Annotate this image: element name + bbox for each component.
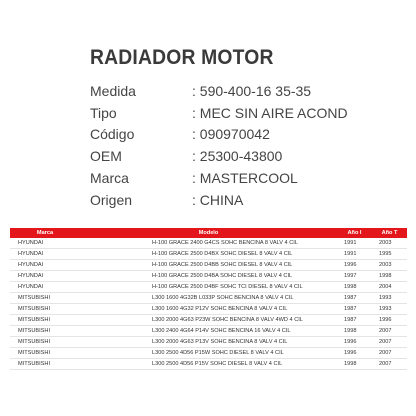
cell-modelo: L300 2000 4G63 P13V SOHC BENCINA 8 VALV 4 CIL xyxy=(80,337,337,348)
cell-ano-t: 1995 xyxy=(372,249,407,260)
table-row xyxy=(10,315,407,326)
cell-ano-i: 1998 xyxy=(337,359,372,370)
spec-row-medida xyxy=(90,80,348,102)
spec-label: OEM xyxy=(90,148,122,165)
cell-modelo: L300 2000 4G63 P23W SOHC BENCINA 8 VALV 4WD 4 CIL xyxy=(80,315,337,326)
table-row xyxy=(10,260,407,271)
spec-row-tipo xyxy=(90,102,348,124)
cell-modelo: L300 1600 4G32 P12V SOHC BENCINA 8 VALV 4 CIL xyxy=(80,304,337,315)
cell-ano-t: 1993 xyxy=(372,304,407,315)
cell-ano-t: 2003 xyxy=(372,260,407,271)
cell-ano-i: 1991 xyxy=(337,249,372,260)
cell-modelo: L300 1600 4G32B L033P SOHC BENCINA 8 VALV 4 CIL xyxy=(80,293,337,304)
cell-ano-i: 1987 xyxy=(337,304,372,315)
table-row xyxy=(10,271,407,282)
cell-ano-t: 2007 xyxy=(372,326,407,337)
table-row xyxy=(10,282,407,293)
table-row xyxy=(10,238,407,249)
table-row xyxy=(10,326,407,337)
cell-ano-i: 1996 xyxy=(337,337,372,348)
cell-modelo: H-100 GRACE 2500 D4BB SOHC DIESEL 8 VALV 4 CIL xyxy=(80,260,337,271)
cell-ano-i: 1996 xyxy=(337,348,372,359)
cell-marca: MITSUBISHI xyxy=(10,337,80,348)
spec-label: Código xyxy=(90,126,135,143)
table-row xyxy=(10,293,407,304)
spec-value: : 090970042 xyxy=(192,126,270,143)
cell-marca: MITSUBISHI xyxy=(10,315,80,326)
header-modelo: Modelo xyxy=(80,228,337,238)
cell-ano-t: 1993 xyxy=(372,293,407,304)
cell-marca: MITSUBISHI xyxy=(10,348,80,359)
cell-marca: HYUNDAI xyxy=(10,249,80,260)
spec-value: : 590-400-16 35-35 xyxy=(192,82,312,99)
cell-ano-i: 1996 xyxy=(337,260,372,271)
cell-ano-t: 1998 xyxy=(372,271,407,282)
spec-row-codigo xyxy=(90,124,348,146)
table-row xyxy=(10,337,407,348)
cell-ano-t: 1996 xyxy=(372,315,407,326)
spec-label: Marca xyxy=(90,170,129,187)
cell-ano-t: 2007 xyxy=(372,337,407,348)
applications-table xyxy=(10,228,407,370)
cell-marca: MITSUBISHI xyxy=(10,293,80,304)
cell-marca: HYUNDAI xyxy=(10,260,80,271)
spec-row-marca xyxy=(90,167,348,189)
spec-label: Medida xyxy=(90,82,136,99)
spec-value: : MEC SIN AIRE ACOND xyxy=(192,104,348,121)
spec-value: : CHINA xyxy=(192,191,244,208)
table-row xyxy=(10,304,407,315)
spec-label: Tipo xyxy=(90,104,117,121)
cell-ano-i: 1997 xyxy=(337,271,372,282)
spec-list xyxy=(90,80,348,211)
table-row xyxy=(10,348,407,359)
cell-marca: MITSUBISHI xyxy=(10,304,80,315)
header-ano-i: Año I xyxy=(337,228,372,238)
cell-marca: HYUNDAI xyxy=(10,238,80,249)
cell-modelo: H-100 GRACE 2500 D4BX SOHC DIESEL 8 VALV 4 CIL xyxy=(80,249,337,260)
cell-modelo: H-100 GRACE 2500 D4BA SOHC DIESEL 8 VALV 4 CIL xyxy=(80,271,337,282)
cell-ano-t: 2007 xyxy=(372,359,407,370)
spec-value: : 25300-43800 xyxy=(192,148,283,165)
cell-ano-i: 1987 xyxy=(337,293,372,304)
table-header-row xyxy=(10,228,407,238)
cell-ano-i: 1987 xyxy=(337,315,372,326)
cell-modelo: L300 2500 4D56 P15W SOHC DIESEL 8 VALV 4 CIL xyxy=(80,348,337,359)
cell-ano-i: 1991 xyxy=(337,238,372,249)
product-title: RADIADOR MOTOR xyxy=(90,46,274,69)
header-ano-t: Año T xyxy=(372,228,407,238)
cell-ano-t: 2007 xyxy=(372,348,407,359)
cell-marca: HYUNDAI xyxy=(10,271,80,282)
cell-modelo: H-100 GRACE 2500 D4BF SOHC TCI DIESEL 8 VALV 4 CIL xyxy=(80,282,337,293)
header-marca: Marca xyxy=(10,228,80,238)
cell-marca: HYUNDAI xyxy=(10,282,80,293)
cell-ano-i: 1998 xyxy=(337,326,372,337)
cell-ano-t: 2003 xyxy=(372,238,407,249)
spec-value: : MASTERCOOL xyxy=(192,170,298,187)
table-body xyxy=(10,238,407,370)
cell-marca: MITSUBISHI xyxy=(10,326,80,337)
cell-ano-i: 1998 xyxy=(337,282,372,293)
cell-ano-t: 2004 xyxy=(372,282,407,293)
spec-row-oem xyxy=(90,145,348,167)
cell-modelo: L300 2500 4D56 P15V SOHC DIESEL 8 VALV 4 CIL xyxy=(80,359,337,370)
cell-modelo: H-100 GRACE 2400 G4CS SOHC BENCINA 8 VALV 4 CIL xyxy=(80,238,337,249)
table-row xyxy=(10,249,407,260)
cell-modelo: L300 2400 4G64 P14V SOHC BENCINA 16 VALV 4 CIL xyxy=(80,326,337,337)
spec-label: Origen xyxy=(90,191,133,208)
table-row xyxy=(10,359,407,370)
cell-marca: MITSUBISHI xyxy=(10,359,80,370)
spec-row-origen xyxy=(90,189,348,211)
